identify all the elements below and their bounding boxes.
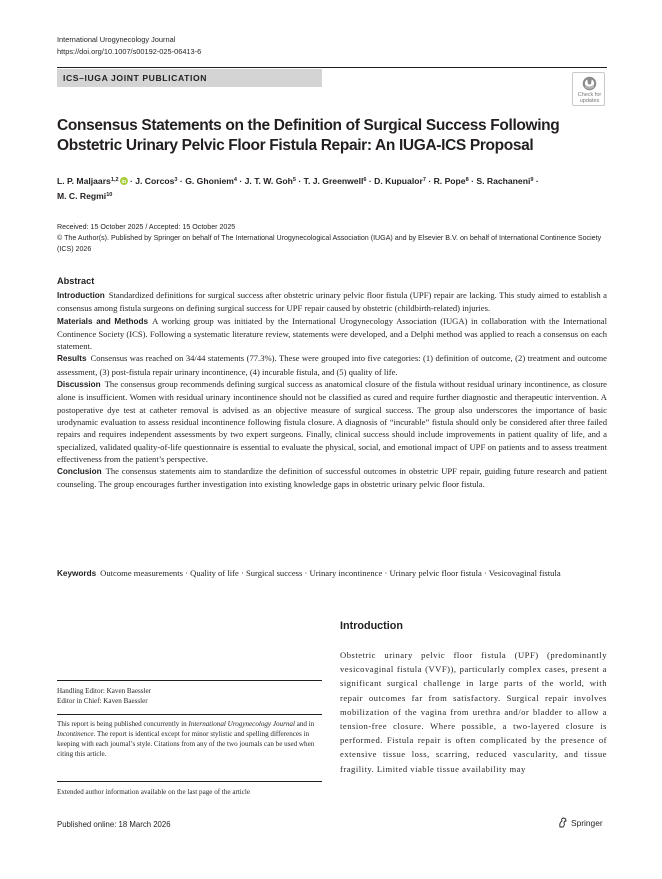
author-name: T. J. Greenwell <box>303 176 364 186</box>
orcid-icon[interactable] <box>120 177 128 185</box>
article-history <box>57 222 607 256</box>
author-name: J. Corcos <box>135 176 175 186</box>
author[interactable] <box>245 176 296 186</box>
note-text: This report is being published concurrently in <box>57 720 189 728</box>
author[interactable] <box>135 176 177 186</box>
author[interactable] <box>57 176 128 186</box>
abstract-section-text: The consensus group recommends defining surgical success as anatomical closure of the fistula without residual urinary incontinence, as closure alone is insufficient. Women with residual urinary incontinence should not be classified as cured and require further diagnostic and therapeutic intervention. A postoperative dye test at catheter removal is advised as an objective measure of surgical success. The group also underscores the importance of basic urodynamic evaluation to assess residual incontinence following fistula closure. A diagnosis of “incurable” fistula should only be considered after three failed repairs and requires independent assessments by two expert surgeons. Finally, clinical success should include improvements in patient quality of life, and a specialized, validated quality-of-life questionnaire is essential to evaluate the physical, social, and emotional impact of UPF on patients and to assess treatment effectiveness from the patient’s perspective. <box>57 379 607 464</box>
abstract-section-label: Conclusion <box>57 467 102 477</box>
publisher-name: Springer <box>571 818 603 828</box>
author-name: S. Rachaneni <box>476 176 531 186</box>
abstract-methods <box>57 315 607 353</box>
author[interactable] <box>374 176 426 186</box>
svg-text:iD: iD <box>121 179 127 185</box>
footnote-rule <box>57 680 322 681</box>
journal-name: International Urogynecology Journal <box>57 35 176 44</box>
springer-horse-icon <box>558 817 568 828</box>
abstract-body <box>57 289 607 491</box>
introduction-heading: Introduction <box>340 620 403 632</box>
author-affiliation: 4 <box>233 177 238 183</box>
author[interactable] <box>434 176 469 186</box>
concurrent-publication-note <box>57 719 322 759</box>
note-journal: International Urogynecology Journal <box>188 720 295 728</box>
abstract-section-text: Standardized definitions for surgical success after obstetric urinary pelvic floor fistula (UPF) repair are lacking. This study aimed to establish a consensus among fistula surgeons on defining surgical success for UPF repair caused by obstetric (childbirth-related) injuries. <box>57 290 607 314</box>
editor-info <box>57 686 322 706</box>
keywords-label: Keywords <box>57 569 97 578</box>
section-banner: ICS–IUGA JOINT PUBLICATION <box>57 69 322 87</box>
copyright-notice: © The Author(s). Published by Springer on behalf of The International Urogynecological Association (IUGA) and by Elsevier B.V. on behalf of International Continence Society (ICS) 2026 <box>57 234 602 254</box>
article-title: Consensus Statements on the Definition of Surgical Success Following Obstetric Urinary Pelvic Floor Fistula Repair: An IUGA-ICS Proposal <box>57 117 560 154</box>
abstract-section-label: Materials and Methods <box>57 316 149 326</box>
author-name: D. Kupualor <box>374 176 423 186</box>
author[interactable] <box>304 176 367 186</box>
author-affiliation: 1,2 <box>110 177 119 183</box>
abstract-introduction <box>57 289 607 315</box>
author-name: R. Pope <box>433 176 466 186</box>
check-for-updates-badge[interactable] <box>572 72 605 106</box>
handling-editor: Handling Editor: Kaven Baessler <box>57 687 151 695</box>
header-rule <box>57 67 607 68</box>
abstract-heading: Abstract <box>57 276 95 286</box>
abstract-section-label: Results <box>57 354 87 364</box>
keywords-list: Outcome measurements · Quality of life · Surgical success · Urinary incontinence · Urinary pelvic floor fistula · Vesicovaginal fistula <box>100 568 561 578</box>
author-affiliation: 5 <box>292 177 297 183</box>
check-updates-label <box>573 92 606 104</box>
author[interactable] <box>57 191 112 201</box>
author-affiliation: 8 <box>465 177 469 183</box>
abstract-results <box>57 352 607 378</box>
abstract-section-text: Consensus was reached on 34/44 statements (77.3%). These were grouped into five categories: (1) definition of outcome, (2) treatment and outcome assessment, (3) post-fistula repair urinary incontinence, (4) incurable fistula, and (5) quality of life. <box>57 353 607 377</box>
author-affiliation: 7 <box>422 177 426 183</box>
check-updates-icon <box>582 76 597 91</box>
author-name: M. C. Regmi <box>57 190 107 201</box>
introduction-text: Obstetric urinary pelvic floor fistula (UPF) (predominantly vesicovaginal fistula (VVF)), particularly complex cases, present a significant surgical challenge in large parts of the world, with repair outcomes far from satisfactory. Surgical repair involves mobilization of the vagina from urethra and/or bladder to allow a tension-free closure. Where possible, a two-layered closure is performed. Fistula repair is often complicated by the presence of extensive tissue loss, scarring, reduced vascularity, and tissue fragility. Limited viable tissue availability may <box>340 650 607 774</box>
note-text: and in <box>294 720 315 728</box>
check-updates-line1: Check for <box>577 92 602 98</box>
abstract-section-label: Introduction <box>57 291 105 300</box>
abstract-section-text: The consensus statements aim to standardize the definition of successful outcomes in obstetric UPF repair, guiding future research and patient counseling. The group encourages further investigation into existing knowledge gaps in obstetric urinary pelvic floor fistula. <box>57 466 607 490</box>
abstract-section-text: A working group was initiated by the International Urogynecology Association (IUGA) in collaboration with the International Continence Society (ICS). Following a systematic literature review, statements were developed, and a Delphi method was applied to reach a consensus on each statement. <box>57 315 607 352</box>
author-affiliation: 9 <box>530 177 534 183</box>
footnote-rule <box>57 714 322 715</box>
author-affiliation: 10 <box>106 191 113 198</box>
author-affiliation: 6 <box>363 177 367 183</box>
author-name: G. Ghoniem <box>185 176 234 186</box>
author[interactable] <box>476 176 533 186</box>
editor-in-chief: Editor in Chief: Kaven Baessler <box>57 697 148 706</box>
author-name: J. T. W. Goh <box>244 176 293 186</box>
author-name: L. P. Maljaars <box>57 176 111 186</box>
author-affiliation: 3 <box>174 177 178 183</box>
check-updates-line2: updates <box>579 98 600 104</box>
note-text: . The report is identical except for minor stylistic and spelling differences in keeping with each journal’s style. Citations from any of the two journals can be used when citing this article. <box>57 730 315 759</box>
running-header <box>57 34 357 58</box>
published-online: Published online: 18 March 2026 <box>57 820 171 829</box>
doi-link[interactable]: https://doi.org/10.1007/s00192-025-06413-6 <box>57 47 202 56</box>
author-list: L. P. Maljaars$^{1,2}$ iD · J. Corcos$^3$ · G. Ghoniem$^4$ · J. T. W. Goh$^5$ · T. J. Greenwell$^6$ · D. Kupualor$^7$ · R. Pope$^8$ · S. Rachaneni$^9$ · M. C. Regmi$^{10}$ <box>57 176 539 201</box>
abstract-conclusion <box>57 465 607 491</box>
abstract-discussion <box>57 378 607 465</box>
note-journal: Incontinence <box>57 730 94 739</box>
keywords <box>57 567 607 581</box>
received-accepted: Received: 15 October 2025 / Accepted: 15 October 2025 <box>57 223 236 231</box>
abstract-section-label: Discussion <box>57 380 101 390</box>
extended-author-info: Extended author information available on the last page of the article <box>57 788 251 796</box>
publisher-logo <box>558 817 603 828</box>
footnote-rule <box>57 781 322 782</box>
author[interactable] <box>185 176 237 186</box>
